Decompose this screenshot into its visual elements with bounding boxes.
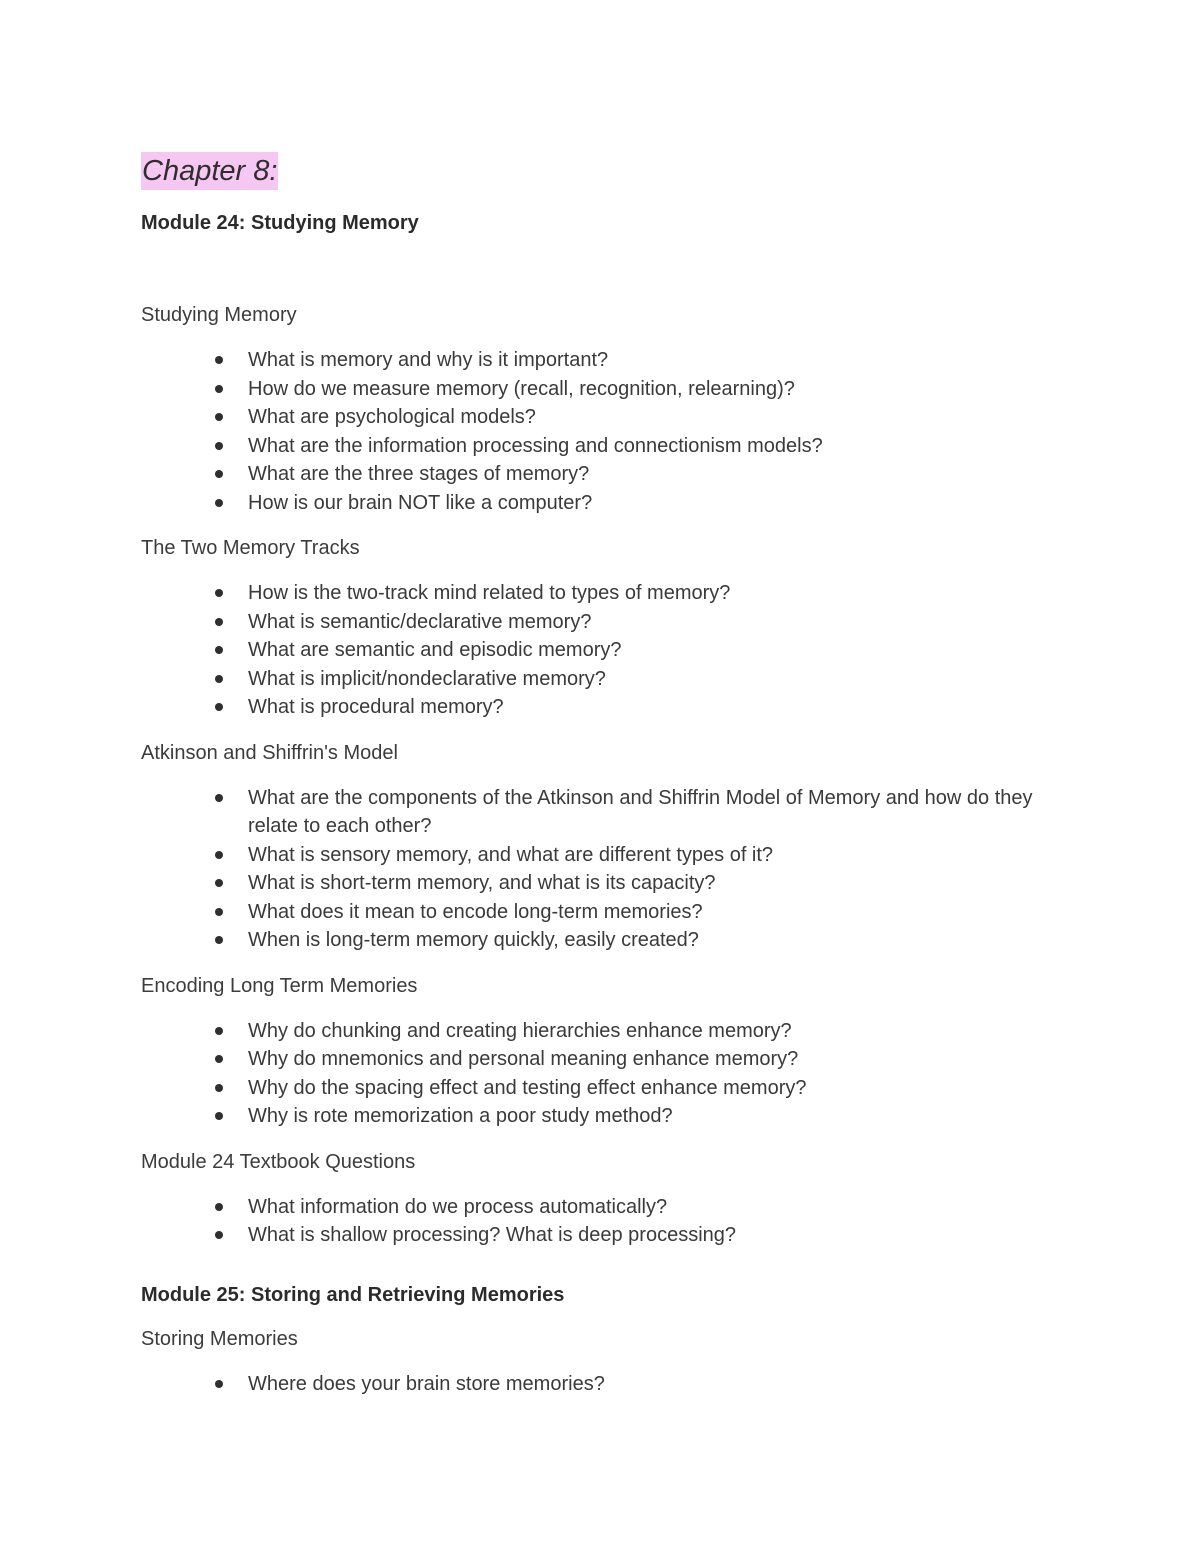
list-item (141, 1102, 1081, 1131)
section-title: Atkinson and Shiffrin's Model (141, 741, 398, 764)
bullet-icon (215, 1380, 223, 1388)
bullet-icon (215, 908, 223, 916)
list-item (141, 784, 1081, 841)
bullet-icon (215, 794, 223, 802)
module-25-heading: Module 25: Storing and Retrieving Memories (141, 1283, 565, 1306)
question-text: When is long-term memory quickly, easily created? (248, 929, 699, 951)
question-text: What does it mean to encode long-term memories? (248, 900, 703, 923)
question-text: Where does your brain store memories? (248, 1372, 605, 1395)
bullet-icon (215, 356, 223, 364)
list-item (141, 1193, 1081, 1222)
bullet-icon (215, 1231, 223, 1239)
question-text: How is our brain NOT like a computer? (248, 491, 593, 514)
question-text: What is short-term memory, and what is its capacity? (248, 872, 716, 894)
bullet-icon (215, 1027, 223, 1035)
question-text: Why do the spacing effect and testing effect enhance memory? (248, 1076, 807, 1099)
bullet-icon (215, 879, 223, 887)
question-text: What is semantic/declarative memory? (248, 610, 592, 633)
list-item (141, 403, 1081, 432)
list-item (141, 375, 1081, 404)
list-item (141, 926, 1081, 955)
question-text: What are the components of the Atkinson and Shiffrin Model of Memory and how do they relate to each other? (248, 786, 1033, 837)
list-item (141, 636, 1081, 665)
bullet-icon (215, 675, 223, 683)
list-item (141, 693, 1081, 722)
question-list (141, 346, 1081, 517)
bullet-icon (215, 385, 223, 393)
module-25-sections (141, 1326, 1081, 1399)
bullet-icon (215, 499, 223, 507)
bullet-icon (215, 442, 223, 450)
bullet-icon (215, 1112, 223, 1120)
bullet-icon (215, 413, 223, 421)
question-text: What information do we process automatically? (248, 1195, 668, 1218)
bullet-icon (215, 936, 223, 944)
chapter-title: Chapter 8: (141, 152, 278, 190)
list-item (141, 489, 1081, 518)
question-text: What are psychological models? (248, 406, 536, 428)
list-item (141, 1017, 1081, 1046)
list-item (141, 460, 1081, 489)
question-text: Why do mnemonics and personal meaning enhance memory? (248, 1048, 799, 1070)
list-item (141, 869, 1081, 898)
question-text: What is shallow processing? What is deep processing? (248, 1224, 737, 1246)
list-item (141, 432, 1081, 461)
question-text: Why do chunking and creating hierarchies enhance memory? (248, 1019, 792, 1042)
module-24-heading: Module 24: Studying Memory (141, 212, 419, 234)
question-text: What is implicit/nondeclarative memory? (248, 667, 606, 690)
question-list (141, 1193, 1081, 1250)
list-item (141, 1221, 1081, 1250)
list-item (141, 608, 1081, 637)
question-text: What are the information processing and connectionism models? (248, 434, 823, 457)
section-title: Encoding Long Term Memories (141, 974, 418, 997)
list-item (141, 841, 1081, 870)
question-list (141, 1370, 1081, 1399)
module-24-sections (141, 302, 1081, 1250)
bullet-icon (215, 1084, 223, 1092)
question-text: What are semantic and episodic memory? (248, 639, 622, 661)
bullet-icon (215, 646, 223, 654)
question-text: How is the two-track mind related to types of memory? (248, 582, 731, 604)
bullet-icon (215, 1203, 223, 1211)
list-item (141, 1045, 1081, 1074)
bullet-icon (215, 851, 223, 859)
document-page (141, 152, 1081, 1416)
list-item (141, 1370, 1081, 1399)
list-item (141, 898, 1081, 927)
question-list (141, 784, 1081, 955)
bullet-icon (215, 470, 223, 478)
question-text: Why is rote memorization a poor study method? (248, 1105, 673, 1127)
section-title: The Two Memory Tracks (141, 537, 360, 559)
question-text: What is sensory memory, and what are different types of it? (248, 843, 774, 866)
section-title: Module 24 Textbook Questions (141, 1150, 416, 1173)
question-text: What is memory and why is it important? (248, 349, 609, 371)
question-list (141, 579, 1081, 722)
section-title: Studying Memory (141, 304, 297, 326)
list-item (141, 665, 1081, 694)
question-text: How do we measure memory (recall, recognition, relearning)? (248, 377, 795, 400)
question-text: What is procedural memory? (248, 696, 504, 718)
bullet-icon (215, 1055, 223, 1063)
section-title: Storing Memories (141, 1327, 298, 1350)
bullet-icon (215, 703, 223, 711)
bullet-icon (215, 589, 223, 597)
question-text: What are the three stages of memory? (248, 463, 590, 485)
list-item (141, 1074, 1081, 1103)
question-list (141, 1017, 1081, 1131)
list-item (141, 346, 1081, 375)
bullet-icon (215, 618, 223, 626)
list-item (141, 579, 1081, 608)
